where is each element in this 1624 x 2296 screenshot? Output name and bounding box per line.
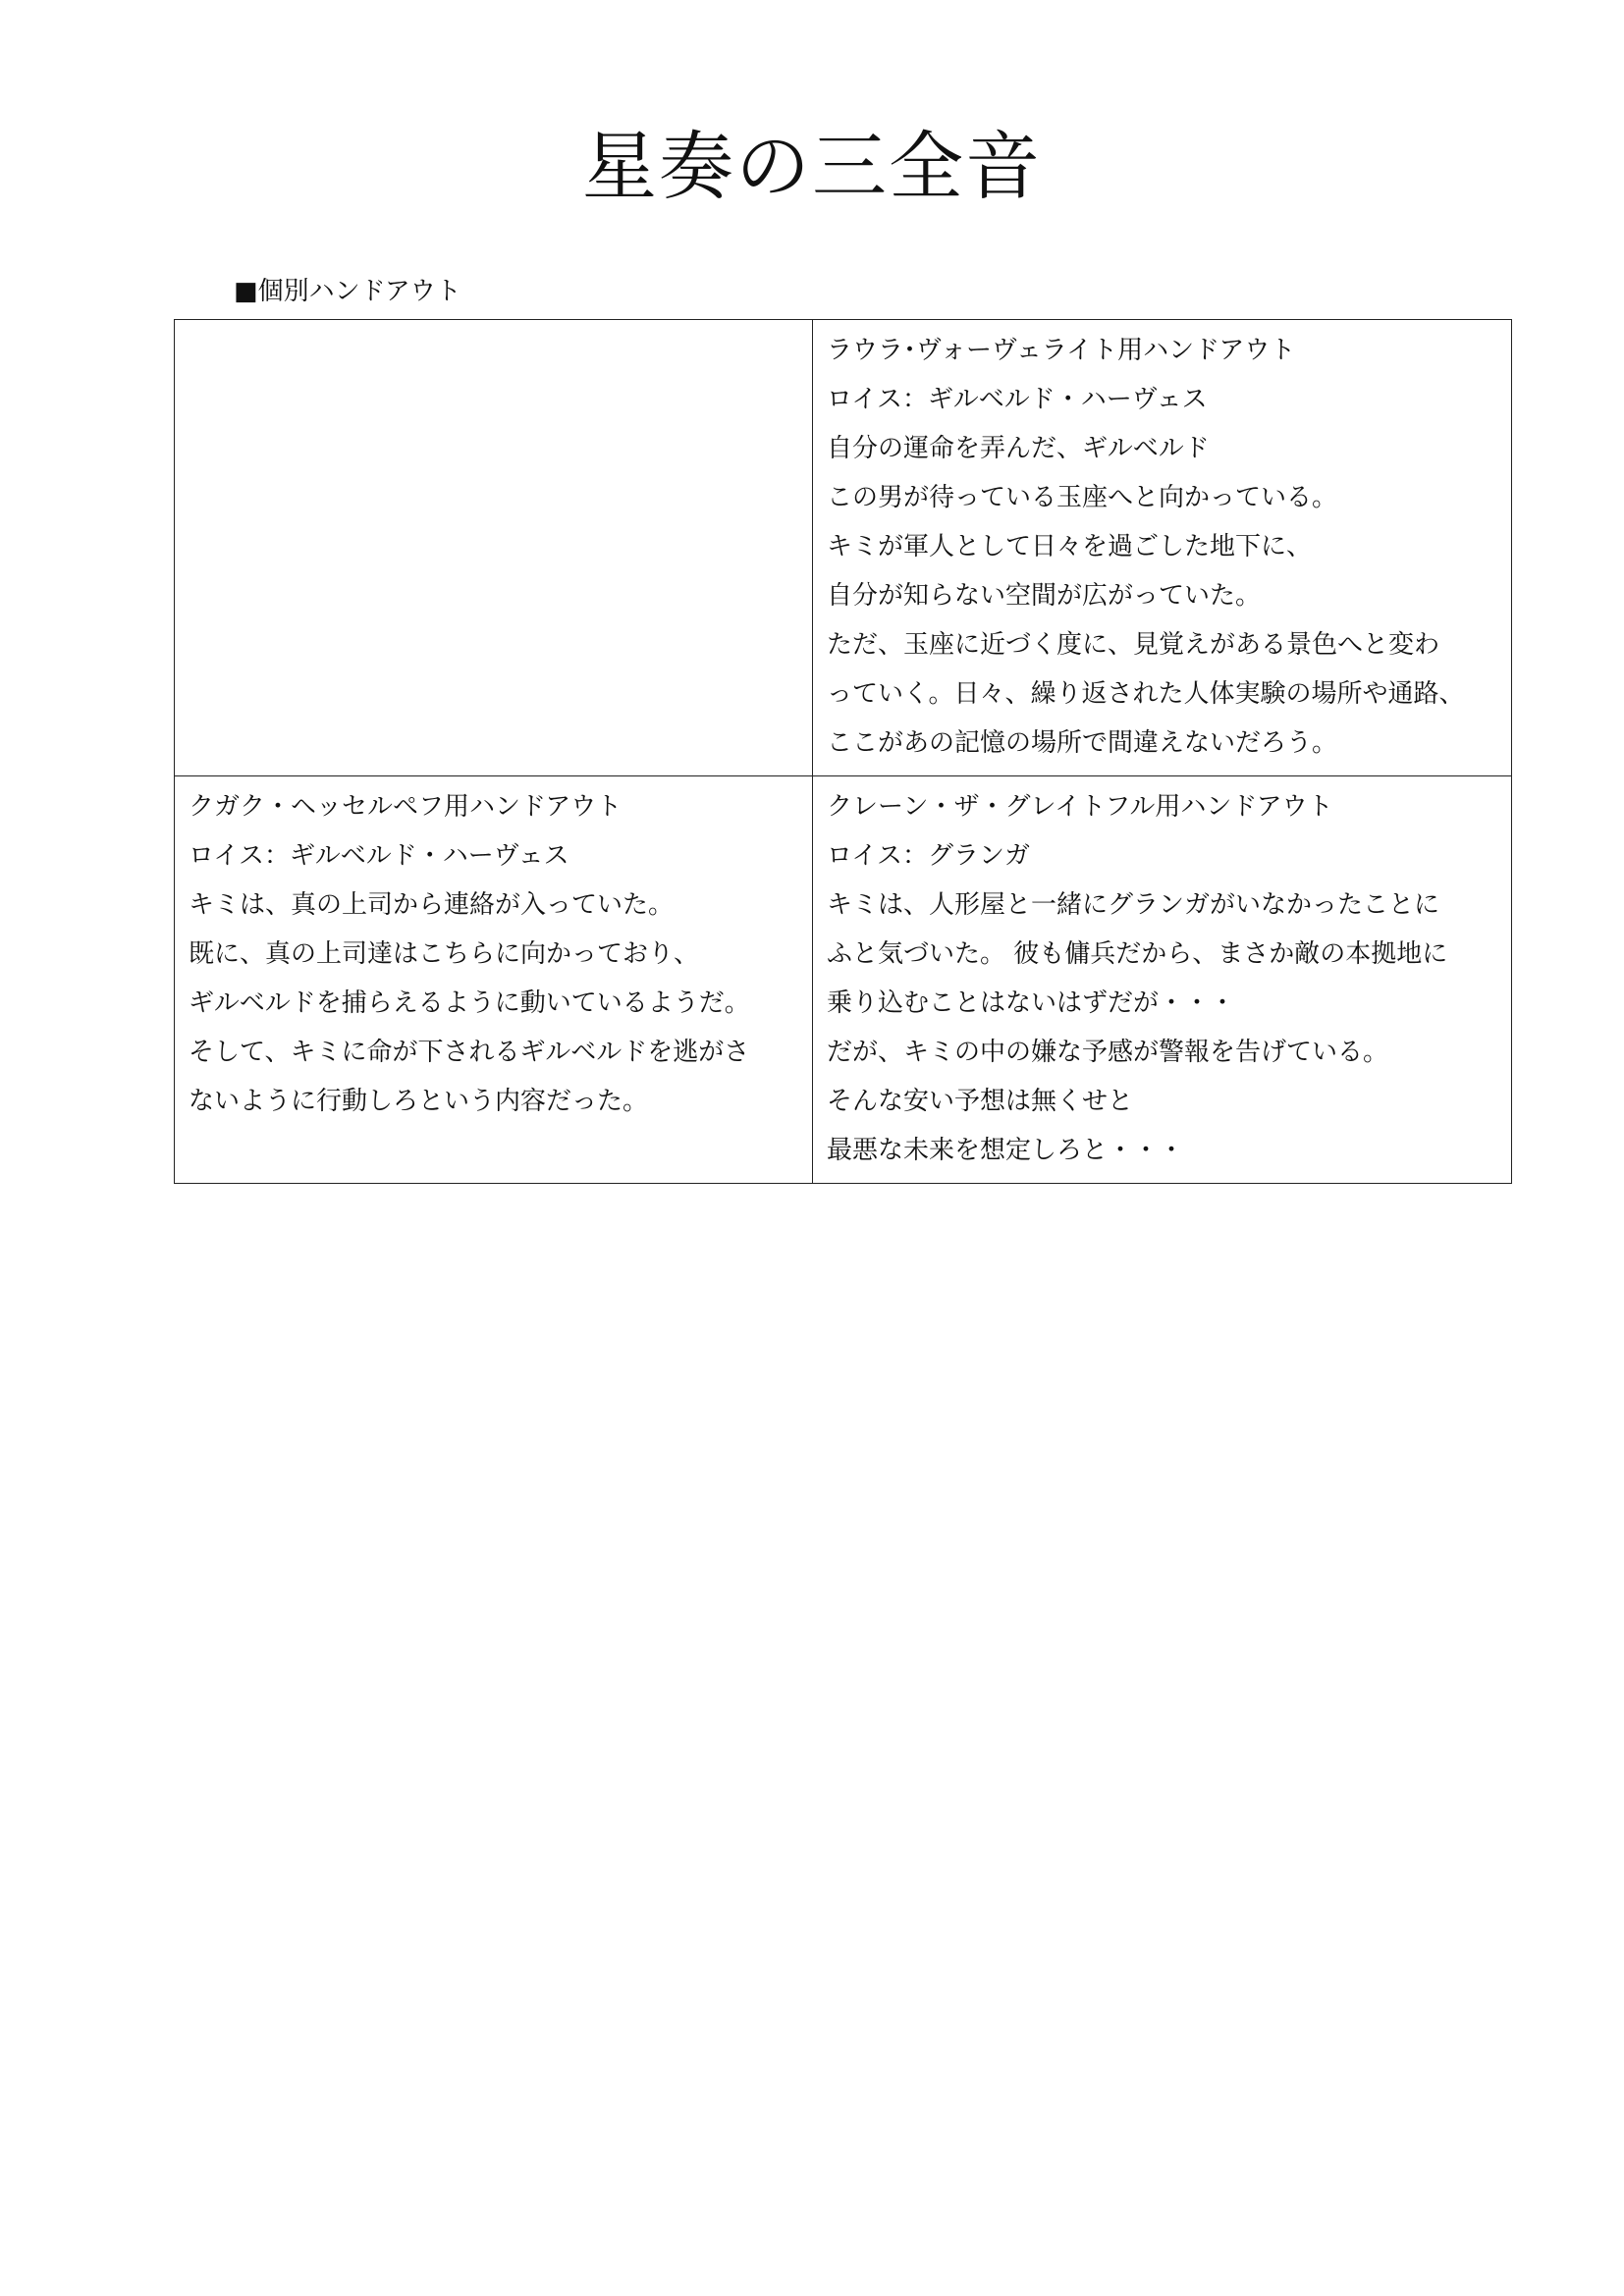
section-label: ■個別ハンドアウト [234, 277, 461, 306]
handout-text-line: そんな安い予想は無くせと [827, 1087, 1134, 1116]
handout-table [174, 319, 1512, 1184]
handout-text-line: この男が待っている玉座へと向かっている。 [827, 483, 1338, 512]
handout-lois: ロイス：グランガ [827, 841, 1030, 871]
handout-text-line: 自分の運命を弄んだ、ギルベルド [827, 434, 1210, 463]
handout-lois: ロイス：ギルベルド・ハーヴェス [827, 385, 1208, 414]
handout-cell-kugaku [175, 776, 813, 1184]
handout-text-line: っていく。日々、繰り返された人体実験の場所や通路、 [827, 679, 1465, 709]
handout-text-line: 自分が知らない空間が広がっていた。 [827, 581, 1262, 611]
handout-heading: クレーン・ザ・グレイトフル用ハンドアウト [827, 792, 1333, 822]
handout-text-line: キミは、人形屋と一緒にグランガがいなかったことに [827, 890, 1440, 920]
handout-text-line: そして、キミに命が下されるギルベルドを逃がさ [189, 1038, 750, 1067]
handout-heading: ラウラ･ヴォーヴェライト用ハンドアウト [827, 336, 1296, 365]
handout-cell-crane [813, 776, 1512, 1184]
handout-text-line: だが、キミの中の嫌な予感が警報を告げている。 [827, 1038, 1389, 1067]
table-row [175, 320, 1512, 776]
handout-text-line: ないように行動しろという内容だった。 [189, 1087, 649, 1116]
handout-text-line: 既に、真の上司達はこちらに向かっており、 [189, 939, 700, 969]
handout-cell-laura [813, 320, 1512, 776]
handout-text-line: ここがあの記憶の場所で間違えないだろう。 [827, 728, 1338, 758]
handout-lois: ロイス：ギルベルド・ハーヴェス [189, 841, 569, 871]
handout-text-line: ただ、玉座に近づく度に、見覚えがある景色へと変わ [827, 630, 1440, 660]
handout-text-line: 最悪な未来を想定しろと・・・ [827, 1136, 1185, 1165]
handout-text-line: キミは、真の上司から連絡が入っていた。 [189, 890, 675, 920]
handout-heading: クガク・ヘッセルペフ用ハンドアウト [189, 792, 623, 822]
handout-text-line: ギルベルドを捕らえるように動いているようだ。 [189, 988, 750, 1018]
handout-cell-empty [175, 320, 813, 776]
handout-text-line: 乗り込むことはないはずだが・・・ [827, 988, 1236, 1018]
table-row [175, 776, 1512, 1184]
handout-text-line: ふと気づいた。 彼も傭兵だから、まさか敵の本拠地に [827, 939, 1448, 969]
handout-text-line: キミが軍人として日々を過ごした地下に、 [827, 532, 1313, 561]
document-title: 星奏の三全音 [582, 123, 1042, 210]
